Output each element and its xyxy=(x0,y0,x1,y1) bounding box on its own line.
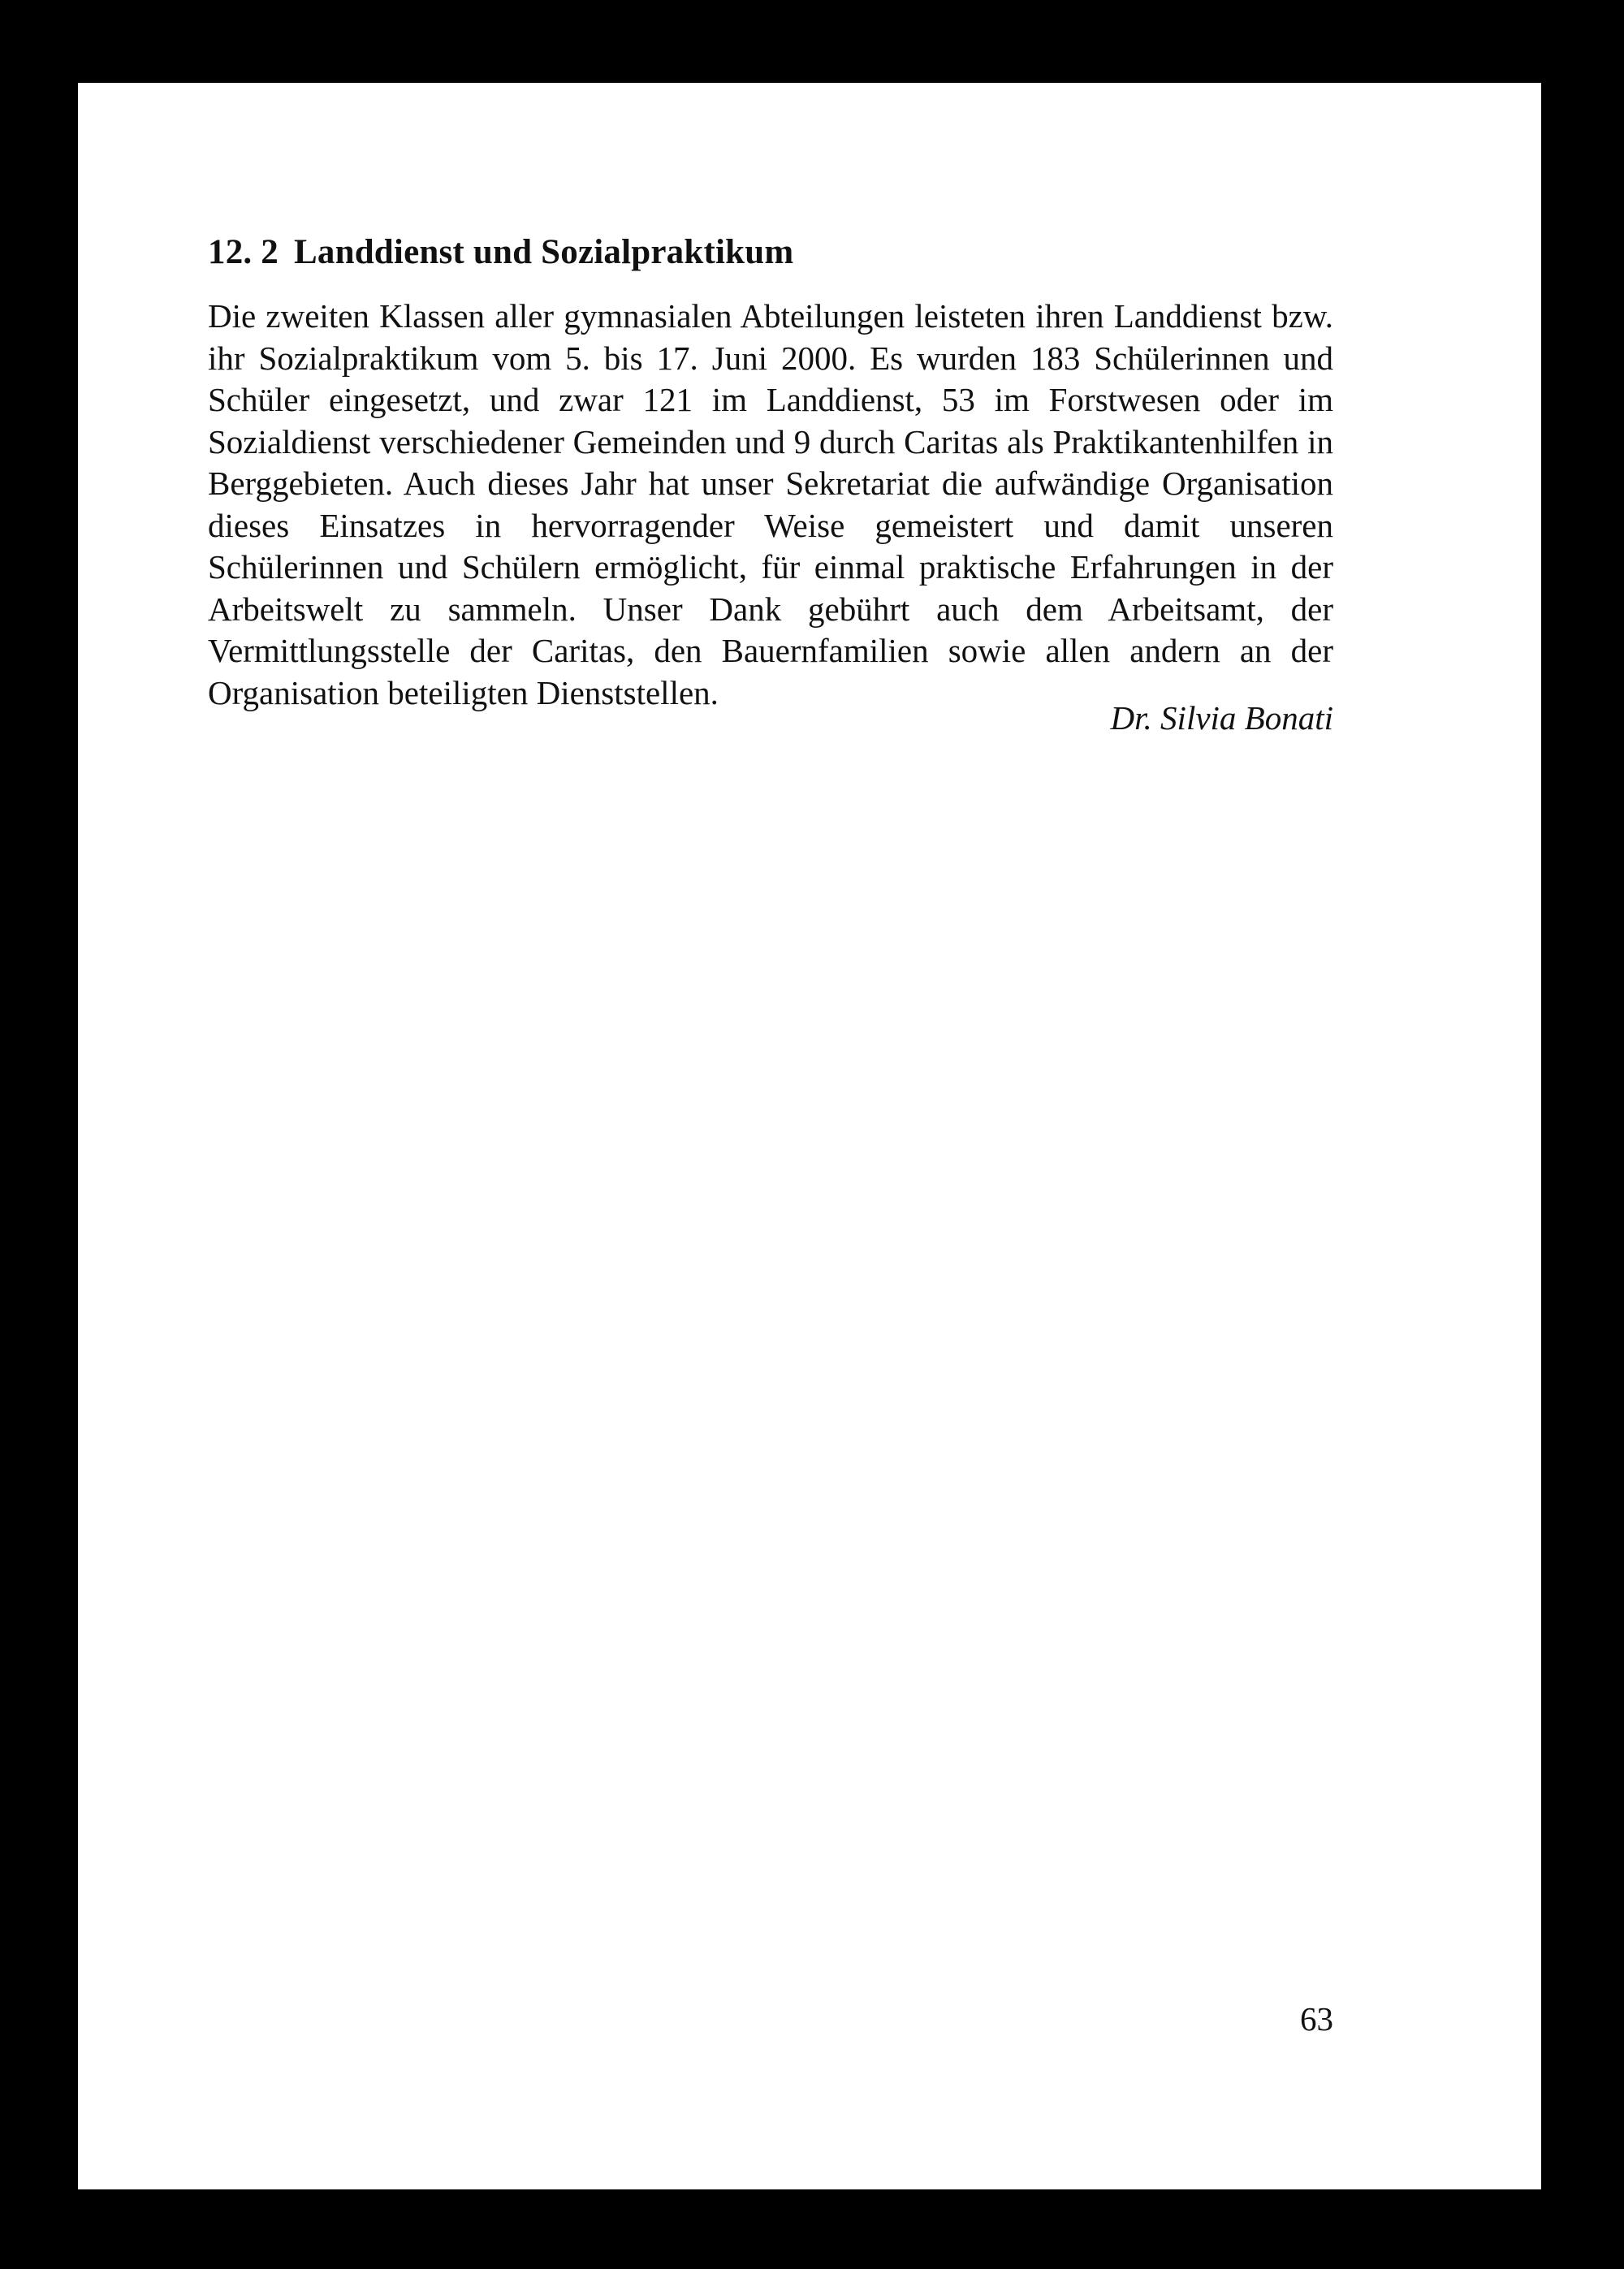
document-page xyxy=(78,83,1541,2189)
section-title: Landdienst und Sozialpraktikum xyxy=(294,233,794,271)
body-paragraph: Die zweiten Klassen aller gymnasialen Abteilungen leisteten ihren Landdienst bzw. ihr Sozialpraktikum vom 5. bis 17. Juni 2000. Es wurden 183 Schülerinnen und Schüler eingesetzt, und zwar 121 im Landdienst, 53 im Forstwesen oder im Sozialdienst verschiedener Gemeinden und 9 durch Caritas als Praktikantenhilfen in Berggebieten. Auch dieses Jahr hat unser Sekretariat die aufwändige Organisation dieses Einsatzes in hervorragender Weise gemeistert und damit unseren Schülerinnen und Schülern ermöglicht, für einmal praktische Erfahrungen in der Arbeitswelt zu sammeln. Unser Dank gebührt auch dem Arbeitsamt, der Vermittlungsstelle der Caritas, den Bauernfamilien sowie allen andern an der Organisation beteiligten Dienststellen. xyxy=(208,297,1333,711)
section-heading xyxy=(208,232,793,272)
section-number: 12. 2 xyxy=(208,233,279,271)
author-signature: Dr. Silvia Bonati xyxy=(1110,699,1333,737)
page-number: 63 xyxy=(1300,2000,1333,2038)
